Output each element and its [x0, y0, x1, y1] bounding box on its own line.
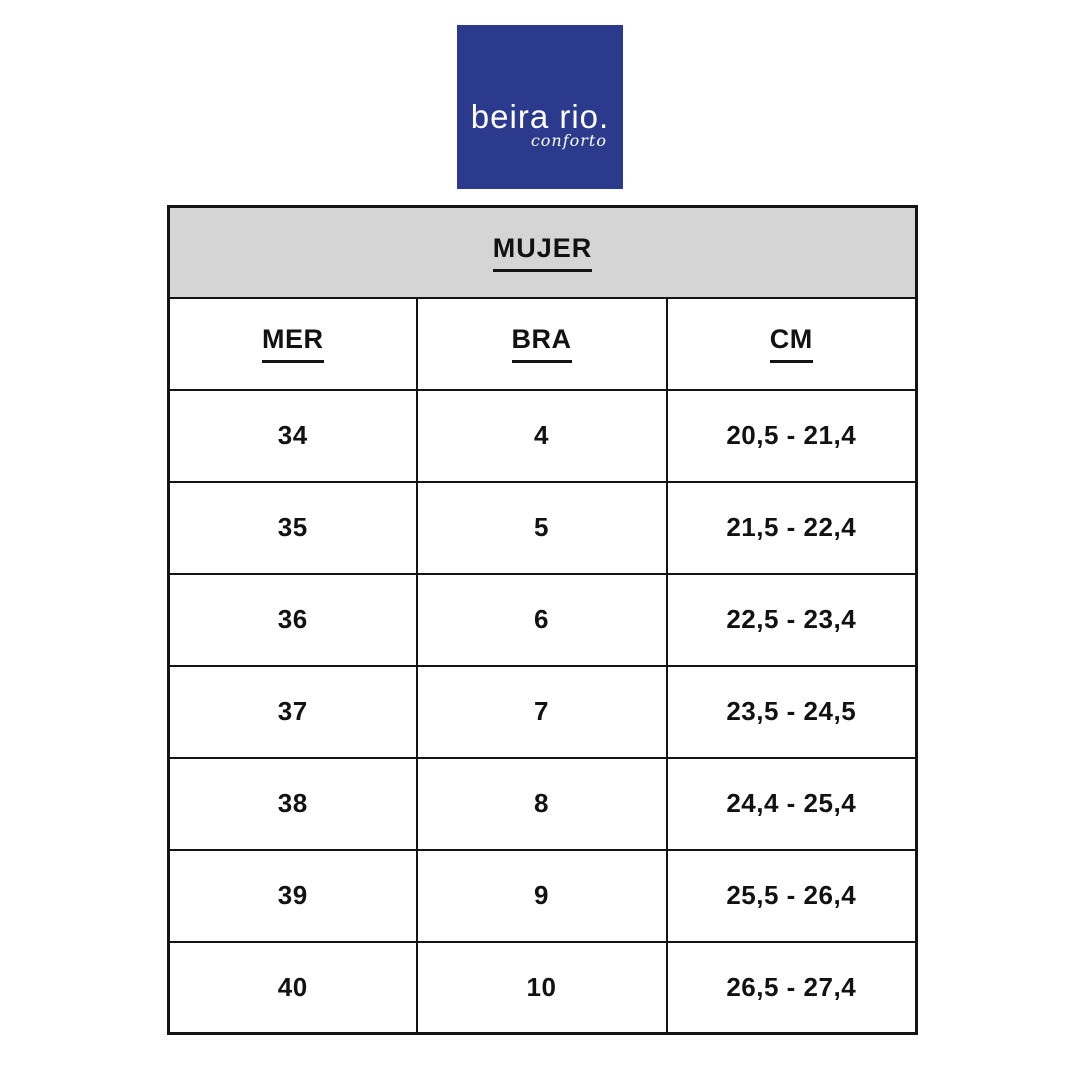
- table-row: [169, 666, 917, 758]
- cm-cell: 23,5 - 24,5: [667, 666, 917, 758]
- title-row: [169, 207, 917, 298]
- table-row: [169, 574, 917, 666]
- mer-cell: 40: [169, 942, 417, 1034]
- bra-cell: 8: [417, 758, 667, 850]
- cm-cell: 25,5 - 26,4: [667, 850, 917, 942]
- mer-cell: 34: [169, 390, 417, 482]
- table-title-text: MUJER: [493, 233, 593, 272]
- bra-cell: 4: [417, 390, 667, 482]
- bra-cell: 9: [417, 850, 667, 942]
- mer-cell: 36: [169, 574, 417, 666]
- table-row: [169, 850, 917, 942]
- column-header-mer: MER: [169, 298, 417, 390]
- bra-cell: 10: [417, 942, 667, 1034]
- mer-cell: 38: [169, 758, 417, 850]
- cm-cell: 24,4 - 25,4: [667, 758, 917, 850]
- table-row: [169, 942, 917, 1034]
- table-row: [169, 482, 917, 574]
- mer-cell: 39: [169, 850, 417, 942]
- size-chart: [167, 205, 918, 1035]
- column-header-cm: CM: [667, 298, 917, 390]
- table-row: [169, 390, 917, 482]
- mer-cell: 37: [169, 666, 417, 758]
- brand-logo: [457, 25, 623, 189]
- cm-cell: 20,5 - 21,4: [667, 390, 917, 482]
- column-header-bra: BRA: [417, 298, 667, 390]
- cm-cell: 26,5 - 27,4: [667, 942, 917, 1034]
- table-row: [169, 758, 917, 850]
- table-title: [169, 207, 917, 298]
- header-row: [169, 298, 917, 390]
- bra-cell: 5: [417, 482, 667, 574]
- size-chart-table: [167, 205, 918, 1035]
- brand-name: beira rio.: [470, 97, 610, 135]
- cm-cell: 22,5 - 23,4: [667, 574, 917, 666]
- cm-cell: 21,5 - 22,4: [667, 482, 917, 574]
- bra-cell: 6: [417, 574, 667, 666]
- mer-cell: 35: [169, 482, 417, 574]
- bra-cell: 7: [417, 666, 667, 758]
- brand-tagline: conforto: [530, 130, 607, 150]
